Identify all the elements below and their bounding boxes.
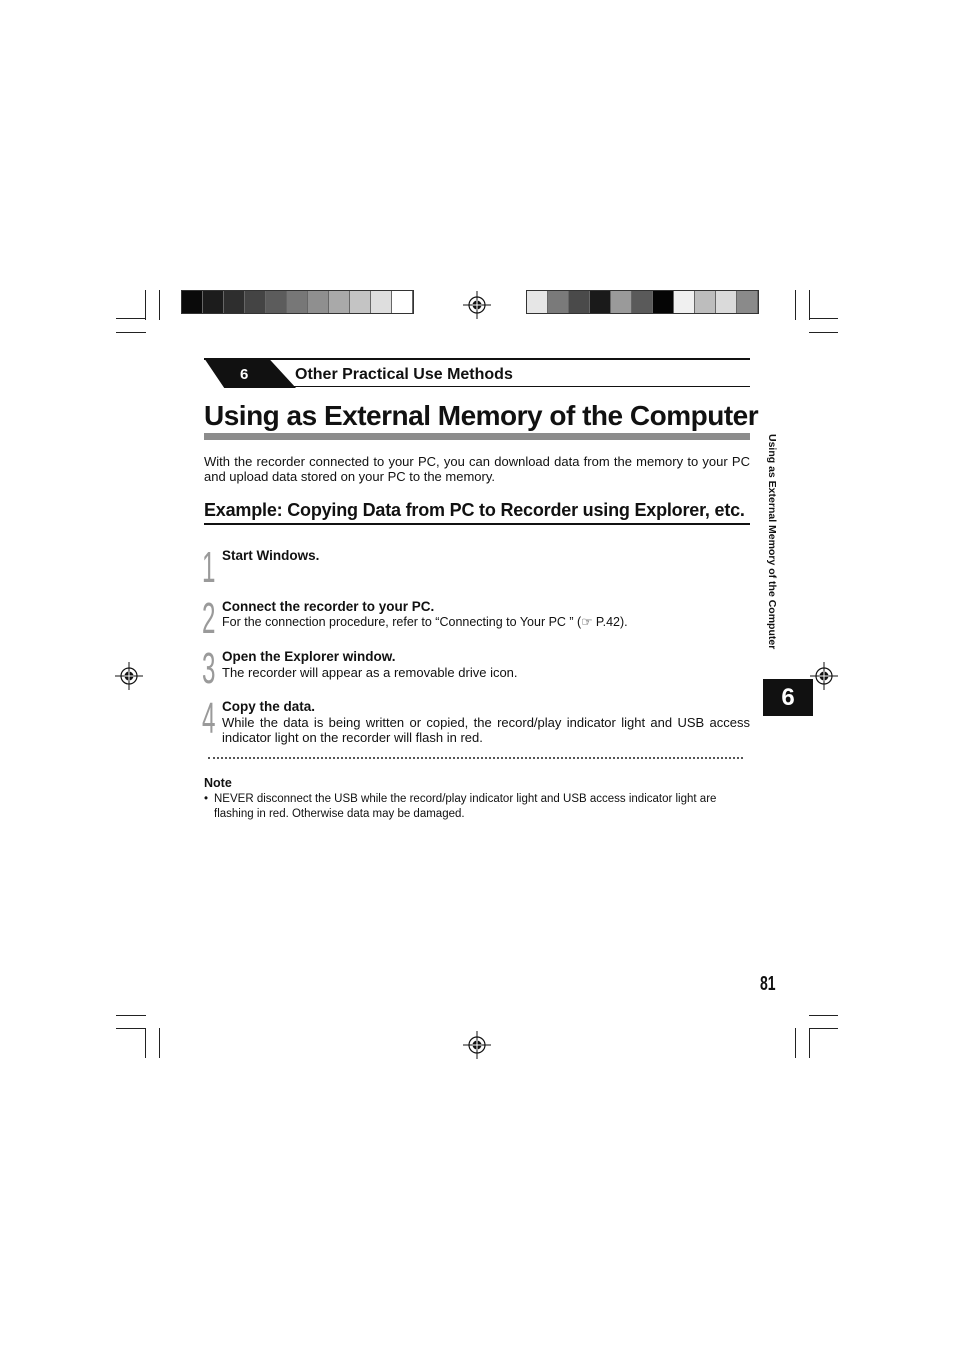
title-underline [204,433,750,440]
color-swatch [695,291,716,313]
dotted-divider [208,757,743,759]
color-swatch [653,291,674,313]
color-calibration-bar-right [526,290,759,314]
color-swatch [569,291,590,313]
registration-mark-icon [463,291,491,319]
registration-mark-icon [115,662,143,690]
section-heading: Example: Copying Data from PC to Recorder using Explorer, etc. [204,500,745,520]
step-number: 1 [202,543,216,592]
chapter-title: Other Practical Use Methods [295,366,513,383]
divider [284,386,750,387]
note-label: Note [204,776,232,790]
step-description: While the data is being written or copied, the record/play indicator light and USB access indicator light on the recorder will flash in red. [222,715,750,745]
color-swatch [203,291,224,313]
step-number: 3 [202,644,216,693]
bullet: • [204,793,209,805]
side-running-title-text: Using as External Memory of the Computer [766,434,778,650]
color-swatch [287,291,308,313]
side-running-title [766,434,782,670]
step-title: Connect the recorder to your PC. [222,599,435,614]
step-description: The recorder will appear as a removable drive icon. [222,665,518,680]
registration-mark-icon [463,1031,491,1059]
color-swatch [224,291,245,313]
step-number: 2 [202,594,216,643]
color-swatch [548,291,569,313]
color-swatch [308,291,329,313]
color-swatch [590,291,611,313]
color-swatch [611,291,632,313]
step-title: Copy the data. [222,699,316,714]
chapter-thumb-tab: 6 [763,679,813,716]
color-swatch [737,291,758,313]
color-swatch [632,291,653,313]
chapter-number: 6 [240,366,249,383]
registration-mark-icon [810,662,838,690]
color-swatch [371,291,392,313]
intro-paragraph: With the recorder connected to your PC, you can download data from the memory to your PC and upload data stored on your PC to the memory. [204,454,750,484]
color-swatch [716,291,737,313]
step-number: 4 [202,694,216,743]
color-swatch [245,291,266,313]
color-calibration-bar-left [181,290,414,314]
chapter-header [204,358,750,388]
page-number: 81 [760,973,776,995]
color-swatch [350,291,371,313]
color-swatch [392,291,413,313]
note-text: NEVER disconnect the USB while the record/play indicator light and USB access indicator light are flashing in red. Otherwise data may be damaged. [214,793,717,820]
step-description: For the connection procedure, refer to “Connecting to Your PC ” (☞ P.42). [222,615,628,629]
color-swatch [674,291,695,313]
page-title: Using as External Memory of the Computer [204,400,759,431]
divider [204,358,750,360]
color-swatch [527,291,548,313]
step-title: Open the Explorer window. [222,649,396,664]
color-swatch [182,291,203,313]
chapter-tab-shape [204,358,296,388]
color-swatch [329,291,350,313]
step-title: Start Windows. [222,548,320,563]
divider [204,523,750,525]
color-swatch [266,291,287,313]
